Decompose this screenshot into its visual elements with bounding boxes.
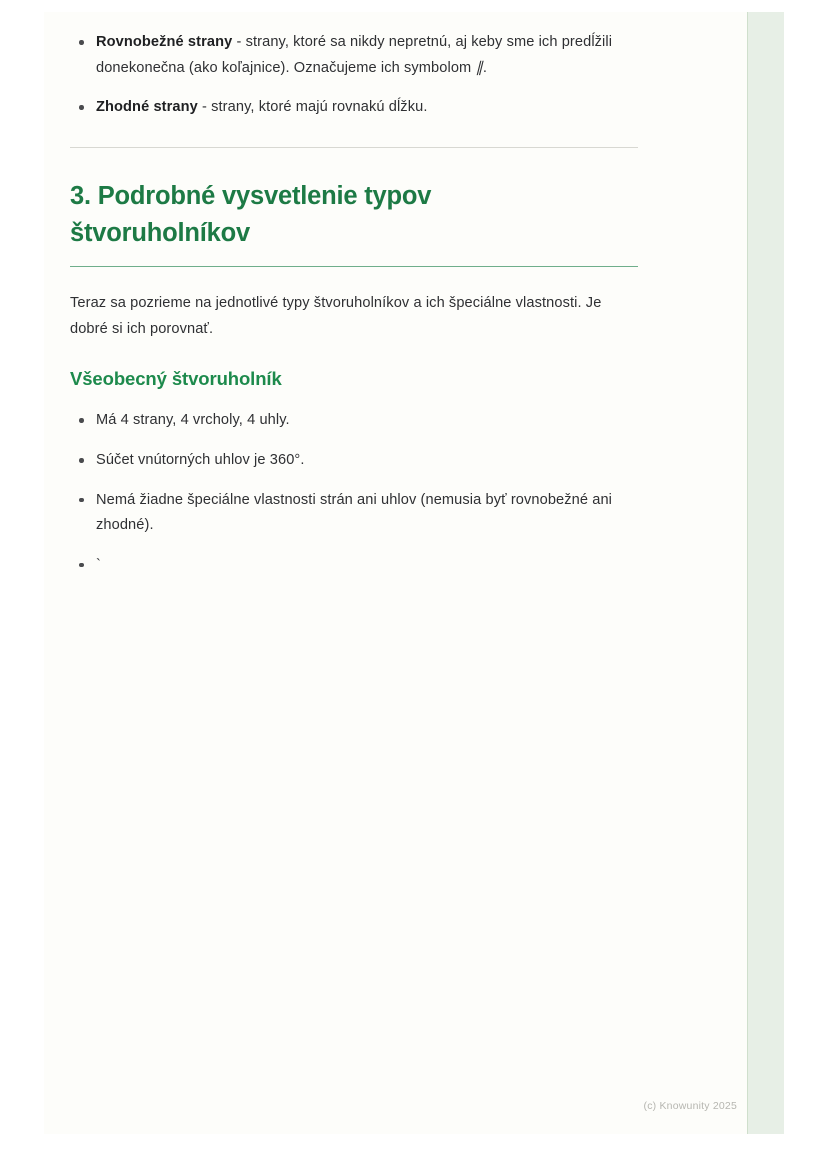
sentence-period: . xyxy=(482,59,488,76)
term-description: - strany, ktoré majú rovnakú dĺžku. xyxy=(197,99,428,116)
list-item xyxy=(70,95,670,121)
document-sheet xyxy=(44,12,784,1134)
parallel-symbol: ∥ xyxy=(475,59,483,76)
intro-paragraph: Teraz sa pozrieme na jednotlivé typy štvoruholníkov a ich špeciálne vlastnosti. Je dobré si ich porovnať. xyxy=(70,294,602,337)
list-item: Nemá žiadne špeciálne vlastnosti strán ani uhlov (nemusia byť rovnobežné ani zhodné). xyxy=(70,488,670,539)
list-item xyxy=(70,30,670,81)
definitions-list xyxy=(70,30,670,121)
right-margin-band xyxy=(747,12,784,1134)
page-title: 3. Podrobné vysvetlenie typov štvoruholníkov xyxy=(70,181,432,247)
subsection-title: Všeobecný štvoruholník xyxy=(70,368,282,390)
list-item: Súčet vnútorných uhlov je 360°. xyxy=(70,448,670,474)
heading-underline xyxy=(70,266,638,267)
copyright-footer: (c) Knowunity 2025 xyxy=(643,1100,737,1112)
list-item: ` xyxy=(70,553,670,579)
term-description: - strany, ktoré sa nikdy nepretnú, aj keby sme ich predĺžili donekonečna (ako koľajnice). Označujeme ich symbolom xyxy=(96,34,613,76)
section-divider xyxy=(70,147,638,148)
term-label: Zhodné strany xyxy=(96,99,198,116)
document-content xyxy=(70,30,670,592)
list-item: Má 4 strany, 4 vrcholy, 4 uhly. xyxy=(70,408,670,434)
properties-list xyxy=(70,408,670,578)
term-label: Rovnobežné strany xyxy=(96,34,233,50)
